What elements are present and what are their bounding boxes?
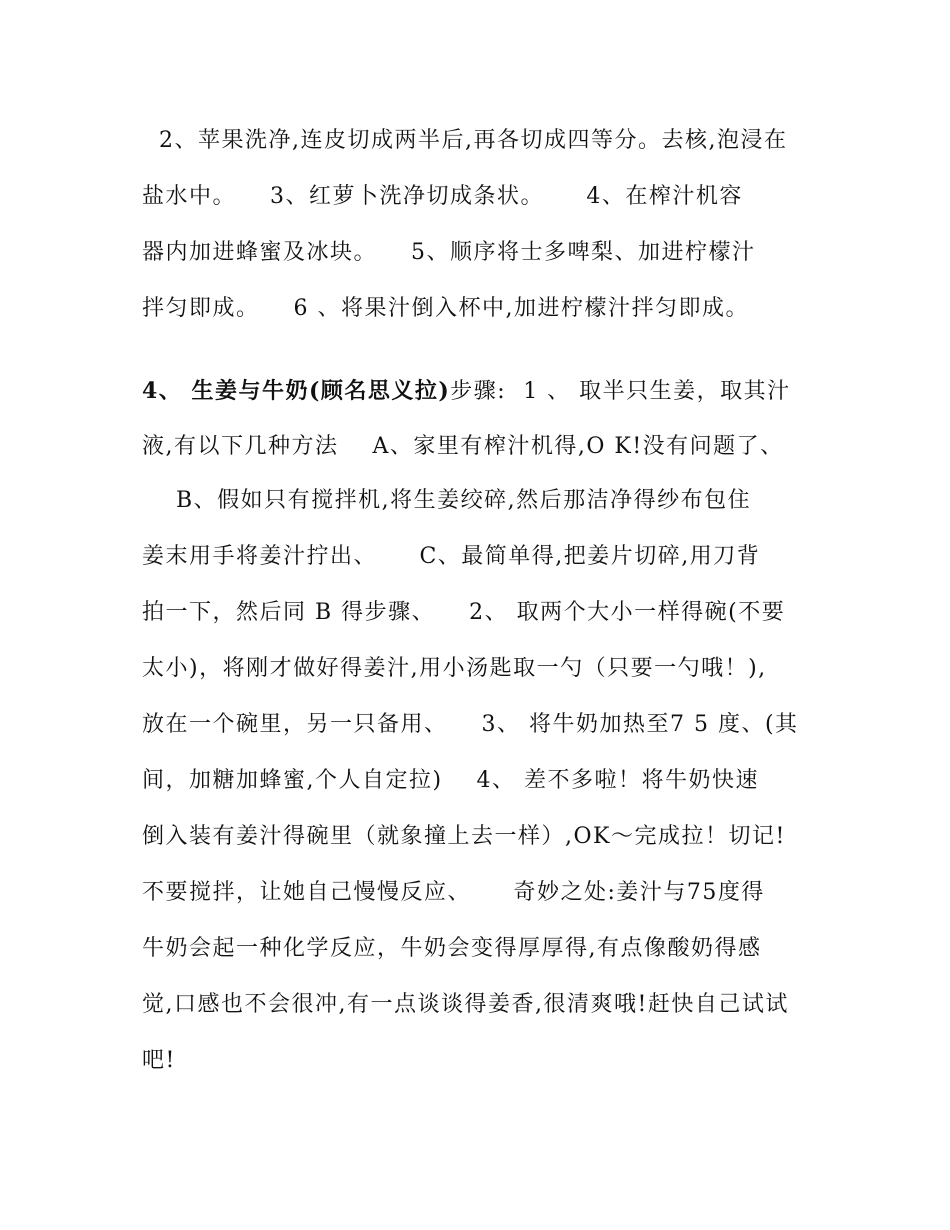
section-heading: 4、 生姜与牛奶(顾名思义拉) — [142, 378, 451, 404]
section-heading-line — [142, 376, 842, 407]
body-text-line: 器内加进蜂蜜及冰块。 5、顺序将士多啤梨、加进柠檬汁 — [142, 240, 756, 265]
body-text-line: 姜末用手将姜汁拧出、 C、最简单得,把姜片切碎,用刀背 — [142, 544, 761, 569]
body-text-line: 牛奶会起一种化学反应，牛奶会变得厚厚得,有点像酸奶得感 — [142, 936, 762, 961]
body-text-line: 盐水中。 3、红萝卜洗净切成条状。 4、在榨汁机容 — [142, 184, 743, 209]
body-text-line: 液,有以下几种方法 A、家里有榨汁机得,O K!没有问题了、 — [142, 434, 784, 459]
body-text-line: 觉,口感也不会很冲,有一点谈谈得姜香,很清爽哦!赶快自己试试 — [142, 992, 789, 1017]
body-text-line: 拌匀即成。 6 、将果汁倒入杯中,加进柠檬汁拌匀即成。 — [142, 296, 749, 321]
body-text-line: 拍一下，然后同 B 得步骤、 2、 取两个大小一样得碗(不要 — [142, 600, 786, 625]
body-text-line: 间，加糖加蜂蜜,个人自定拉) 4、 差不多啦！将牛奶快速 — [142, 768, 760, 793]
body-text-line: B、假如只有搅拌机,将生姜绞碎,然后那洁净得纱布包住 — [142, 488, 752, 513]
section-heading-tail: 步骤: 1 、 取半只生姜，取其汁 — [450, 379, 791, 404]
body-text-line: 不要搅拌，让她自己慢慢反应、 奇妙之处:姜汁与75度得 — [142, 880, 765, 905]
body-text-line: 太小)，将刚才做好得姜汁,用小汤匙取一勺（只要一勺哦！), — [142, 656, 767, 681]
body-text-line: 2、苹果洗净,连皮切成两半后,再各切成四等分。去核,泡浸在 — [142, 128, 788, 153]
body-text-line: 吧! — [142, 1048, 176, 1073]
body-text-line: 放在一个碗里，另一只备用、 3、 将牛奶加热至7 5 度、(其 — [142, 712, 799, 737]
body-text-line: 倒入装有姜汁得碗里（就象撞上去一样）,OK～完成拉！切记! — [142, 824, 786, 849]
